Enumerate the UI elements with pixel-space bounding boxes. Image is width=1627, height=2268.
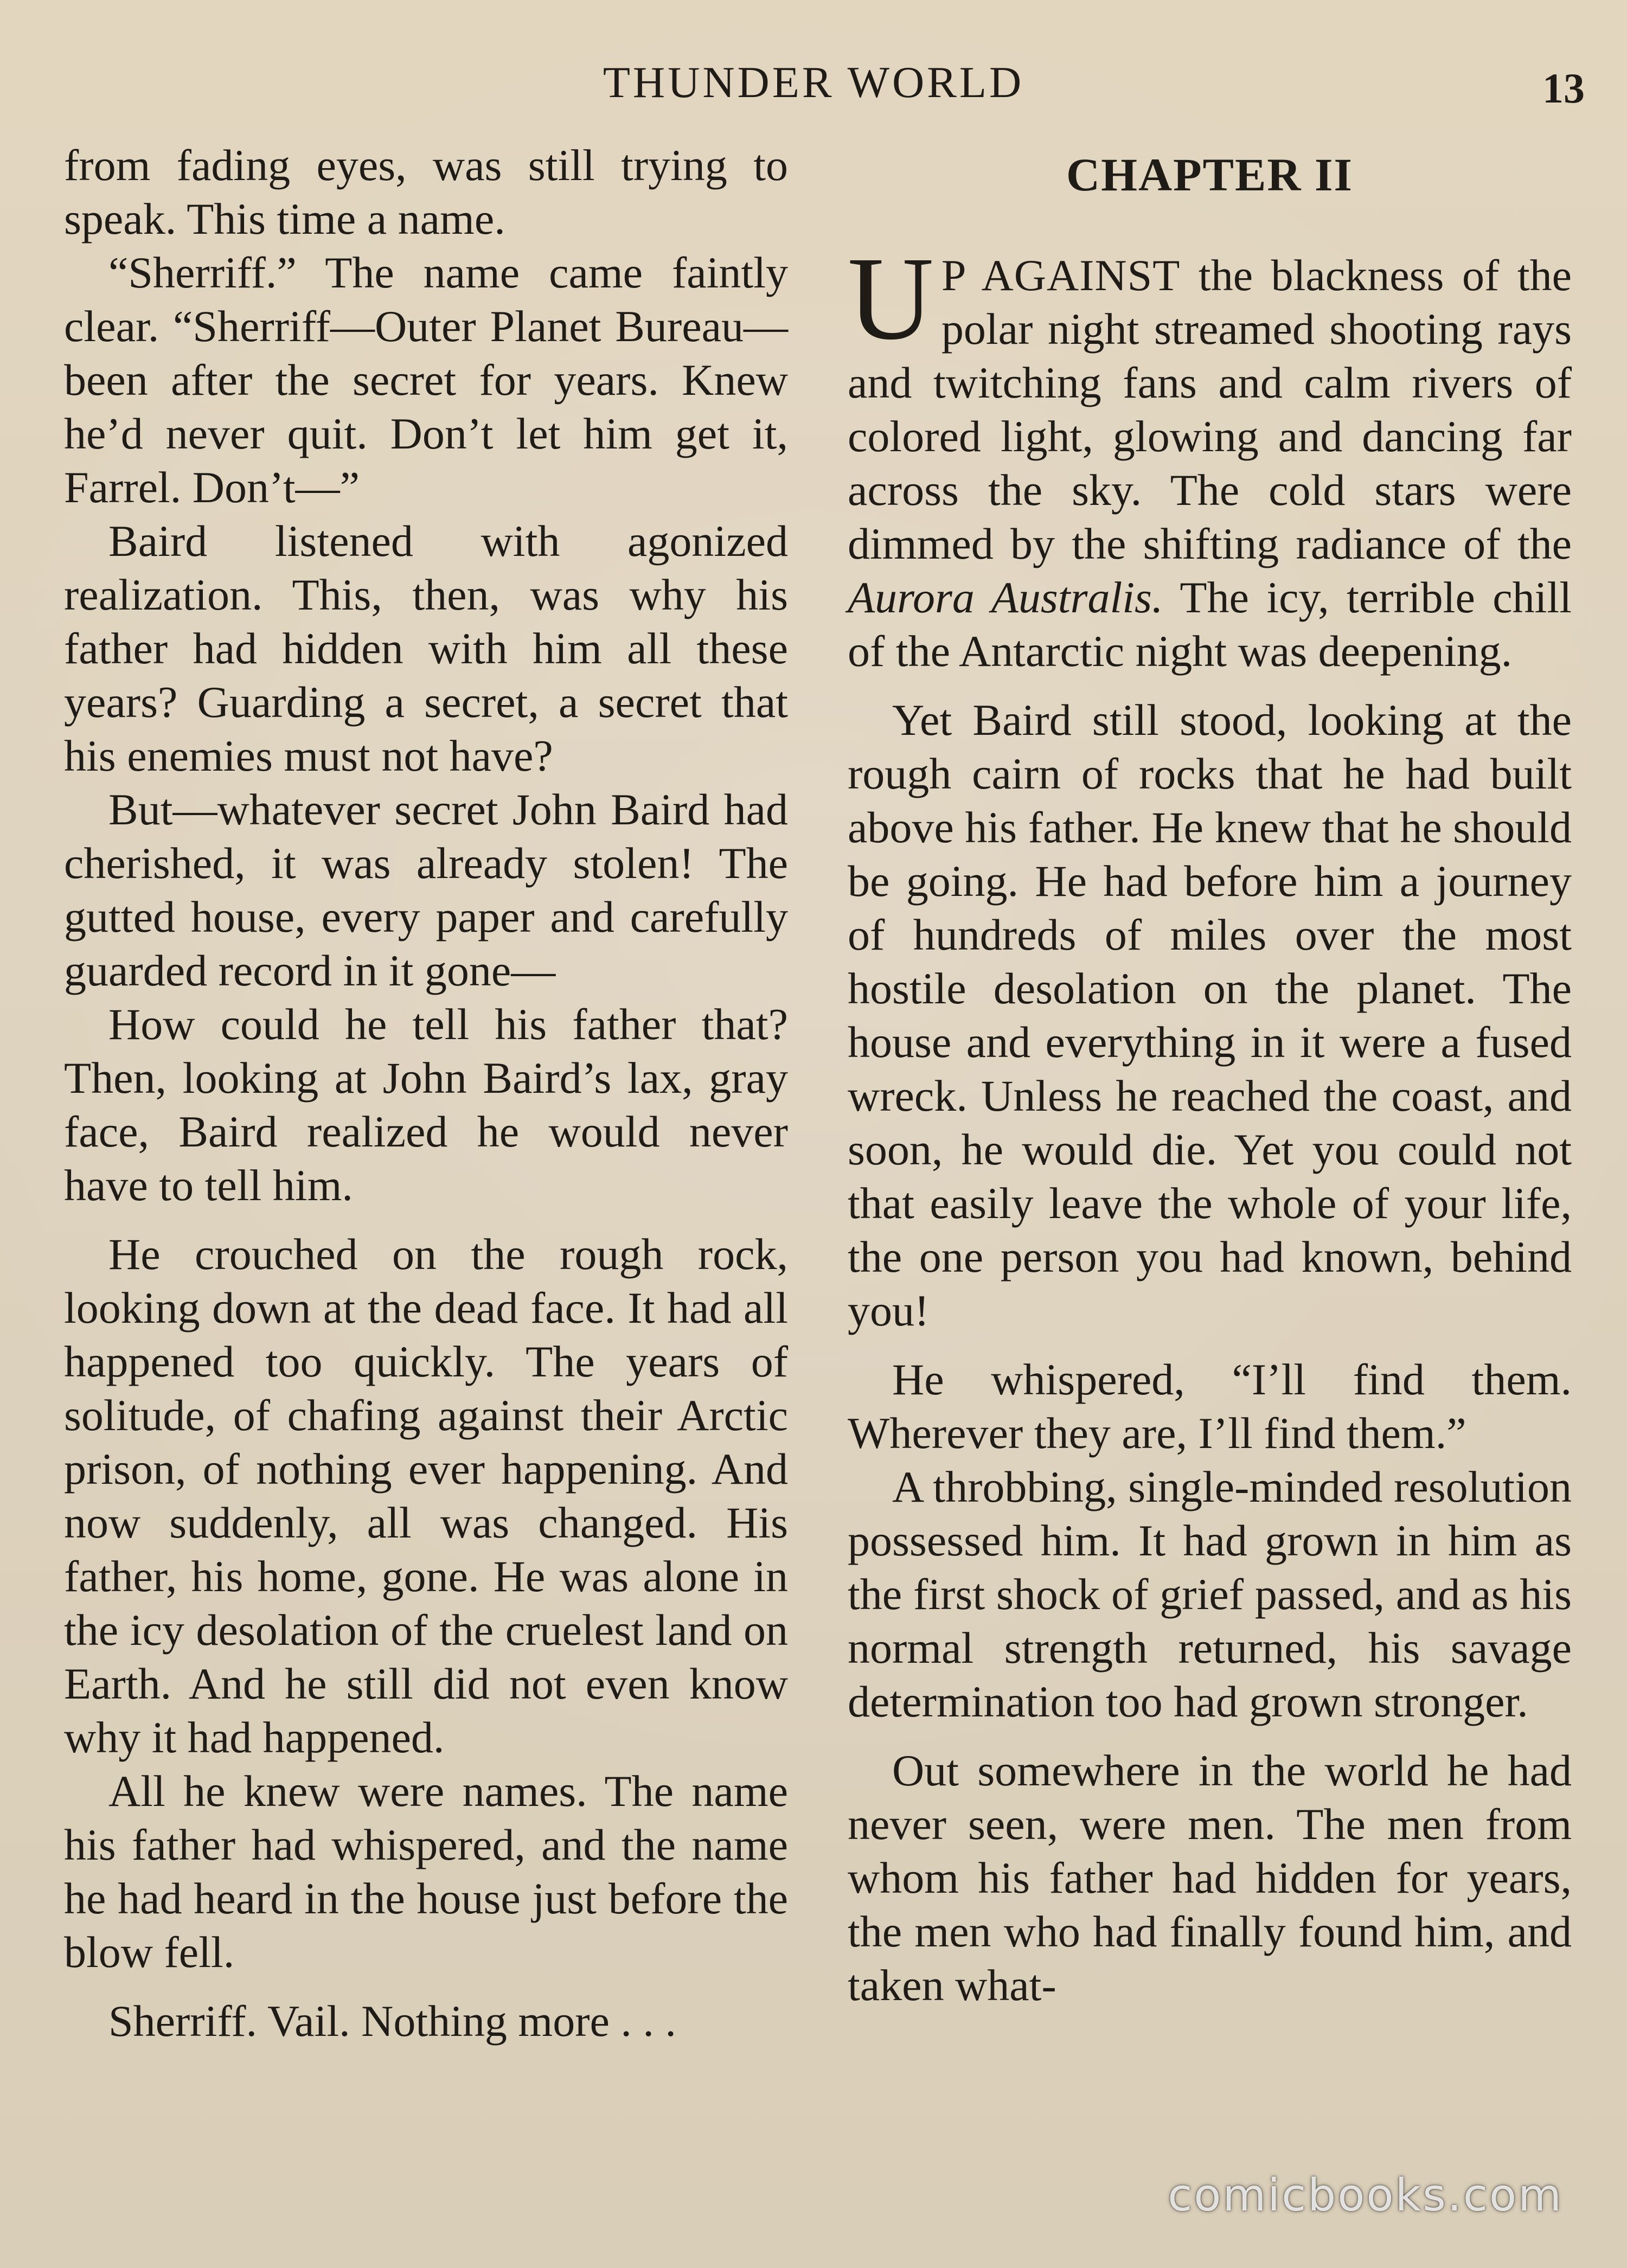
site-watermark: comicbooks.com [1168, 2170, 1563, 2221]
left-paragraph: Sherriff. Vail. Nothing more . . . [108, 1996, 676, 2046]
drop-cap: U [848, 232, 934, 364]
chapter-title: CHAPTER II [1066, 149, 1353, 201]
opening-text-continued: The icy, terrible chill of the Antarctic night was deepening. [848, 573, 1572, 676]
opening-small-caps: P AGAINST [941, 251, 1181, 300]
right-paragraph: Out somewhere in the world he had never seen, were men. The men from whom his father had hidden for years, the men who had finally found him, and taken what- [848, 1746, 1572, 2010]
left-paragraph: from fading eyes, was still trying to speak. This time a name. [64, 140, 788, 244]
page-number: 13 [1542, 65, 1585, 112]
right-paragraph: A throbbing, single-minded resolution possessed him. It had grown in him as the first shock of grief passed, and as his normal strength returned, his savage determination too had grown stronger. [848, 1462, 1572, 1726]
left-paragraph: He crouched on the rough rock, looking down at the dead face. It had all happened too quickly. The years of solitude, of chafing against their Arctic prison, of nothing ever happening. And now suddenly, all was changed. His father, his home, gone. He was alone in the icy desolation of the cruelest land on Earth. And he still did not even know why it had happened. [64, 1229, 788, 1762]
chapter-opening-paragraph [848, 232, 1572, 678]
text-columns [64, 138, 1572, 2215]
right-column [848, 138, 1572, 2215]
italic-aurora-australis: Aurora Australis. [848, 573, 1163, 622]
left-column [64, 138, 788, 2215]
paragraph-gap [848, 1728, 1572, 1744]
right-paragraph: He whispered, “I’ll find them. Wherever they are, I’ll find them.” [848, 1355, 1572, 1458]
left-paragraph: Baird listened with agonized realization. This, then, was why his father had hidden with him all these years? Guarding a secret, a secret that his enemies must not have? [64, 516, 788, 780]
left-paragraph: But—whatever secret John Baird had cherished, it was already stolen! The gutted house, every paper and carefully guarded record in it gone— [64, 785, 788, 995]
right-paragraph: Yet Baird still stood, looking at the rough cairn of rocks that he had built above his father. He knew that he should be going. He had before him a journey of hundreds of miles over the most hostile desolation on the planet. The house and everything in it were a fused wreck. Unless he reached the coast, and soon, he would die. Yet you could not that easily leave the whole of your life, the one person you had known, behind you! [848, 695, 1572, 1335]
running-head-title: THUNDER WORLD [603, 57, 1024, 107]
paragraph-gap [64, 1212, 788, 1227]
paragraph-gap [848, 678, 1572, 693]
left-paragraph: “Sherriff.” The name came faintly clear. “Sherriff—Outer Planet Bureau—been after the secret for years. Knew he’d never quit. Don’t let him get it, Farrel. Don’t—” [64, 248, 788, 512]
paragraph-gap [848, 1337, 1572, 1353]
opening-text: the blackness of the polar night streamed shooting rays and twitching fans and calm rivers of colored light, glowing and dancing far across the sky. The cold stars were dimmed by the shifting radiance of the [848, 251, 1572, 568]
left-paragraph: All he knew were names. The name his father had whispered, and the name he had heard in the house just before the blow fell. [64, 1766, 788, 1977]
left-paragraph: How could he tell his father that? Then, looking at John Baird’s lax, gray face, Baird realized he would never have to tell him. [64, 1000, 788, 1210]
paragraph-gap [64, 1979, 788, 1994]
